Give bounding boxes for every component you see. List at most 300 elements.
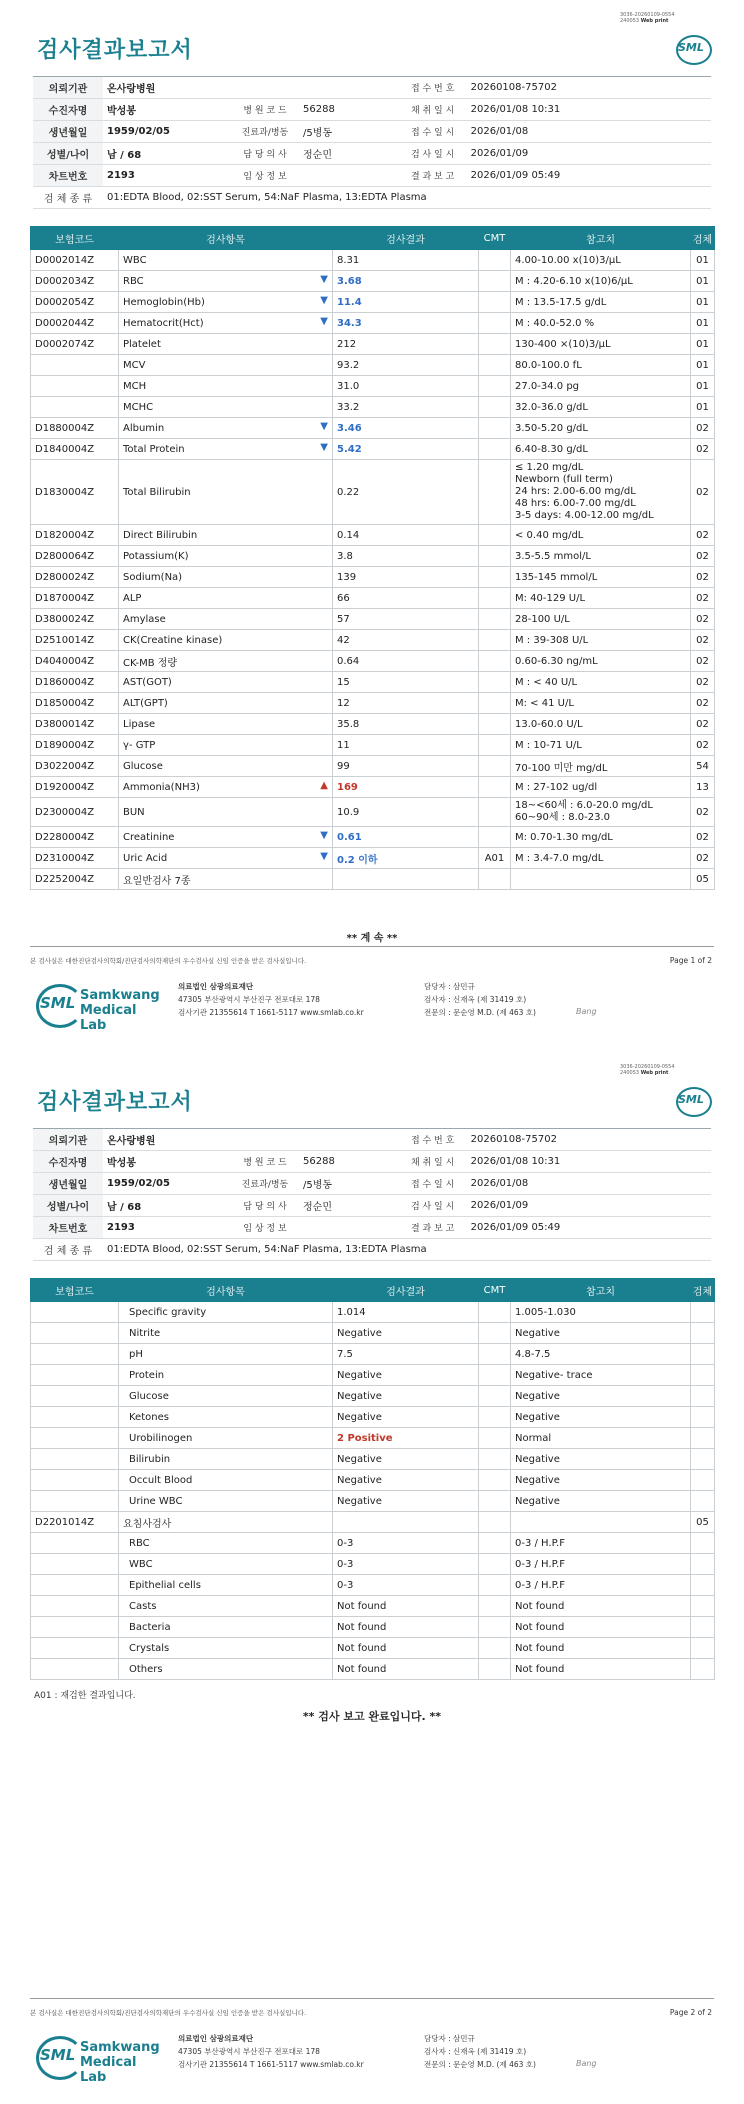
specimen-value: 01:EDTA Blood, 02:SST Serum, 54:NaF Plasma, 13:EDTA Plasma [103,187,711,209]
row-ref: M: 40-129 U/L [511,588,691,609]
row-code: D2280004Z [31,827,119,848]
row-result-cell [333,714,479,735]
row-item: Direct Bilirubin [119,525,333,546]
row-cmt [479,1344,511,1365]
row-result: Not found [337,1663,387,1675]
row-result: 0-3 [337,1537,354,1549]
row-cmt [479,693,511,714]
row-result-cell [333,1659,479,1680]
col-result: 검사결과 [333,227,479,250]
row-item: MCHC [119,397,333,418]
col-result: 검사결과 [333,1279,479,1302]
row-cmt [479,1302,511,1323]
row-item: Casts [119,1596,333,1617]
row-ref: 6.40-8.30 g/dL [511,439,691,460]
samkwang-logo-name2: Medical Lab [80,1003,137,1033]
row-spec [691,1491,715,1512]
staff-specialist: 전문의 : 문순영 M.D. (제 463 호) [424,2060,536,2069]
patient-value: 박성봉 [107,106,136,117]
table-row [31,609,715,630]
requester-value: 온사랑병원 [107,1136,156,1147]
row-result: 3.68 [337,275,362,287]
row-ref: 4.00-10.00 x(10)3/μL [511,250,691,271]
row-result-cell [333,1344,479,1365]
row-result: 93.2 [337,359,360,371]
results-table-page1 [30,226,715,890]
receipt-no-label: 접 수 번 호 [399,77,467,99]
row-result: 0.61 [337,831,362,843]
row-result: Negative [337,1390,382,1402]
clinical-value [299,1217,399,1239]
row-item: Lipase [119,714,333,735]
row-result: 2 Positive [337,1432,393,1444]
table-row [31,714,715,735]
specimen-label: 검 체 종 류 [33,1239,103,1261]
birth-value: 1959/02/05 [107,126,170,137]
col-code: 보험코드 [31,1279,119,1302]
row-item: 요일반검사 7종 [119,869,333,890]
print-code-line2: 240053 [620,18,640,24]
row-spec: 02 [691,798,715,827]
row-spec: 02 [691,651,715,672]
col-spec: 검체 [691,227,715,250]
row-result-cell [333,460,479,525]
row-code: D0002074Z [31,334,119,355]
row-result: 0-3 [337,1579,354,1591]
row-result: 42 [337,634,350,646]
collect-date-label: 채 취 일 시 [399,1151,467,1173]
row-cmt [479,1470,511,1491]
table-row [31,672,715,693]
chart-label: 차트번호 [33,165,103,187]
row-spec [691,1533,715,1554]
signature: Bang [576,2059,597,2068]
row-spec [691,1386,715,1407]
lab-info [178,2032,364,2071]
row-item: 요침사검사 [119,1512,333,1533]
row-result: 1.014 [337,1306,366,1318]
row-spec: 02 [691,693,715,714]
row-spec [691,1470,715,1491]
row-code: D1850004Z [31,693,119,714]
row-code [31,1659,119,1680]
row-result: 11 [337,739,350,751]
lab-staff [424,2032,536,2071]
row-code [31,1407,119,1428]
row-code: D2800064Z [31,546,119,567]
row-result-cell [333,418,479,439]
table-row [31,1491,715,1512]
row-result-cell [333,1554,479,1575]
row-cmt [479,1512,511,1533]
row-code: D1870004Z [31,588,119,609]
row-ref: 3.5-5.5 mmol/L [511,546,691,567]
row-result: Negative [337,1453,382,1465]
clinical-value [299,165,399,187]
sexage-value: 남 / 68 [107,150,142,161]
table-row [31,376,715,397]
row-item: MCH [119,376,333,397]
table-row [31,250,715,271]
row-spec [691,1554,715,1575]
col-cmt: CMT [479,1279,511,1302]
test-date-label: 검 사 일 시 [399,1195,467,1217]
row-spec [691,1449,715,1470]
row-result-cell [333,609,479,630]
row-cmt [479,250,511,271]
report-date-value: 2026/01/09 05:49 [467,1217,711,1239]
row-item: CK-MB 정량 [119,651,333,672]
row-spec: 01 [691,397,715,418]
row-result-cell [333,1302,479,1323]
row-result-cell [333,777,479,798]
row-result-cell [333,271,479,292]
table-row [31,630,715,651]
row-code [31,1302,119,1323]
test-date-value: 2026/01/09 [467,143,711,165]
receipt-date-label: 접 수 일 시 [399,121,467,143]
row-cmt [479,609,511,630]
row-result-cell [333,334,479,355]
row-ref: 18~<60세 : 6.0-20.0 mg/dL 60~90세 : 8.0-23.0 [511,798,691,827]
footer-divider [30,946,714,947]
table-row [31,848,715,869]
requester-label: 의뢰기관 [33,77,103,99]
row-item: Ammonia(NH3) ▲ [119,777,333,798]
row-code: D2310004Z [31,848,119,869]
samkwang-logo-name2: Medical Lab [80,2055,137,2085]
row-result-cell [333,1428,479,1449]
row-result: 99 [337,760,350,772]
print-code-line2: 240053 [620,1070,640,1076]
row-result: Negative [337,1495,382,1507]
row-item: Albumin ▼ [119,418,333,439]
row-spec: 02 [691,525,715,546]
low-flag-icon: ▼ [320,316,328,327]
row-cmt [479,798,511,827]
row-result-cell [333,376,479,397]
table-row [31,1407,715,1428]
row-ref: 32.0-36.0 g/dL [511,397,691,418]
staff-tester: 검사자 : 신재옥 (제 31419 호) [424,995,527,1004]
row-spec [691,1344,715,1365]
row-spec [691,1659,715,1680]
collect-date-value: 2026/01/08 10:31 [467,1151,711,1173]
row-result: Negative [337,1474,382,1486]
row-result-cell [333,756,479,777]
row-code [31,1554,119,1575]
table-row [31,1659,715,1680]
row-spec: 54 [691,756,715,777]
row-spec: 02 [691,567,715,588]
row-result-cell [333,1407,479,1428]
row-ref: Negative [511,1491,691,1512]
row-item: Ketones [119,1407,333,1428]
table-row [31,651,715,672]
row-result-cell [333,848,479,869]
row-code [31,1470,119,1491]
row-code [31,1491,119,1512]
row-code [31,1323,119,1344]
row-cmt [479,271,511,292]
row-item: WBC [119,1554,333,1575]
row-spec: 02 [691,418,715,439]
hospital-code-label: 병 원 코 드 [231,1151,299,1173]
staff-tester: 검사자 : 신재옥 (제 31419 호) [424,2047,527,2056]
row-code: D2252004Z [31,869,119,890]
row-result-cell [333,1323,479,1344]
table-row [31,397,715,418]
row-cmt [479,1638,511,1659]
doctor-label: 담 당 의 사 [231,1195,299,1217]
table-row [31,1386,715,1407]
row-ref: Not found [511,1638,691,1659]
sexage-label: 성별/나이 [33,1195,103,1217]
row-item: γ- GTP [119,735,333,756]
signature: Bang [576,1007,597,1016]
row-result: 11.4 [337,296,362,308]
row-code: D1820004Z [31,525,119,546]
row-result: 35.8 [337,718,360,730]
row-code: D3022004Z [31,756,119,777]
row-code: D0002044Z [31,313,119,334]
row-result: 15 [337,676,350,688]
col-item: 검사항목 [119,1279,333,1302]
sexage-label: 성별/나이 [33,143,103,165]
row-ref: 70-100 미만 mg/dL [511,756,691,777]
lab-org: 의료법인 삼광의료재단 [178,2034,254,2043]
row-ref: 135-145 mmol/L [511,567,691,588]
row-ref [511,1512,691,1533]
row-ref: M : 39-308 U/L [511,630,691,651]
print-code-line1: 3036-20260109-0554 [620,1064,675,1070]
birth-label: 생년월일 [33,1173,103,1195]
test-date-label: 검 사 일 시 [399,143,467,165]
table-row [31,1596,715,1617]
row-cmt [479,1554,511,1575]
row-spec: 01 [691,376,715,397]
low-flag-icon: ▼ [320,442,328,453]
row-cmt [479,1575,511,1596]
row-item: Sodium(Na) [119,567,333,588]
row-cmt [479,714,511,735]
row-cmt [479,1365,511,1386]
table-row [31,827,715,848]
row-item: CK(Creatine kinase) [119,630,333,651]
row-ref: M : < 40 U/L [511,672,691,693]
row-item: Hematocrit(Hct) ▼ [119,313,333,334]
row-result-cell [333,1491,479,1512]
table-row [31,1554,715,1575]
row-result-cell [333,292,479,313]
row-result-cell [333,397,479,418]
receipt-date-label: 접 수 일 시 [399,1173,467,1195]
row-item: pH [119,1344,333,1365]
row-cmt [479,376,511,397]
row-spec: 01 [691,292,715,313]
row-cmt [479,630,511,651]
row-code: D1920004Z [31,777,119,798]
sml-logo [675,1084,711,1114]
row-code [31,1575,119,1596]
table-row [31,588,715,609]
row-result: 8.31 [337,254,360,266]
receipt-no-value: 20260108-75702 [467,77,711,99]
row-cmt [479,777,511,798]
row-code: D1840004Z [31,439,119,460]
lab-footer [36,976,716,1036]
row-cmt [479,672,511,693]
row-cmt [479,292,511,313]
row-code: D3800014Z [31,714,119,735]
row-ref: 0-3 / H.P.F [511,1533,691,1554]
table-row [31,334,715,355]
row-result-cell [333,250,479,271]
col-spec: 검체 [691,1279,715,1302]
row-ref: Negative [511,1449,691,1470]
col-cmt: CMT [479,227,511,250]
patient-info-table [33,76,711,209]
row-item: Amylase [119,609,333,630]
chart-value: 2193 [107,170,135,181]
row-ref: 80.0-100.0 fL [511,355,691,376]
row-spec: 05 [691,869,715,890]
row-spec: 02 [691,630,715,651]
row-cmt [479,1491,511,1512]
row-cmt [479,460,511,525]
table-row [31,756,715,777]
row-spec [691,1428,715,1449]
report-complete: ** 검사 보고 완료입니다. ** [302,1710,442,1723]
row-result: 10.9 [337,806,360,818]
row-spec: 01 [691,250,715,271]
lab-address: 47305 부산광역시 부산진구 전포대로 178 [178,2047,320,2056]
row-spec [691,1302,715,1323]
row-result: 0.64 [337,655,360,667]
requester-value: 온사랑병원 [107,84,156,95]
sml-logo [675,32,711,62]
birth-value: 1959/02/05 [107,1178,170,1189]
low-flag-icon: ▼ [320,274,328,285]
row-ref: Normal [511,1428,691,1449]
row-spec: 02 [691,546,715,567]
table-row [31,1344,715,1365]
table-row [31,735,715,756]
clinical-label: 임 상 정 보 [231,165,299,187]
row-spec: 02 [691,848,715,869]
row-result-cell [333,1638,479,1659]
row-result: 0.2 이하 [337,854,378,866]
row-spec: 02 [691,672,715,693]
web-print-label: Web print [640,18,669,24]
print-code-line1: 3036-20260109-0554 [620,12,675,18]
row-ref: Negative [511,1386,691,1407]
row-result: 12 [337,697,350,709]
table-row [31,292,715,313]
row-ref: M : 3.4-7.0 mg/dL [511,848,691,869]
report-page-2 [0,1052,744,2104]
table-row [31,1365,715,1386]
row-spec [691,1365,715,1386]
row-result-cell [333,313,479,334]
row-cmt [479,567,511,588]
row-item: RBC ▼ [119,271,333,292]
receipt-no-value: 20260108-75702 [467,1129,711,1151]
col-item: 검사항목 [119,227,333,250]
table-row [31,439,715,460]
row-ref: < 0.40 mg/dL [511,525,691,546]
row-ref: 0.60-6.30 ng/mL [511,651,691,672]
row-ref: 28-100 U/L [511,609,691,630]
row-code: D0002034Z [31,271,119,292]
row-cmt [479,1659,511,1680]
row-code [31,1596,119,1617]
row-result: 5.42 [337,443,362,455]
row-code [31,1449,119,1470]
dept-label: 진료과/병동 [231,1173,299,1195]
table-row [31,1512,715,1533]
table-row [31,418,715,439]
continued-label: ** 계 속 ** [346,933,398,944]
row-spec: 02 [691,827,715,848]
row-result-cell [333,1596,479,1617]
hospital-code-label: 병 원 코 드 [231,99,299,121]
table-row [31,460,715,525]
row-cmt [479,827,511,848]
row-code [31,1428,119,1449]
sml-logo-text: SML [678,41,704,54]
row-result: 31.0 [337,380,360,392]
table-row [31,546,715,567]
sml-logo-text: SML [678,1093,704,1106]
row-code [31,1533,119,1554]
row-ref: Negative [511,1470,691,1491]
row-spec: 01 [691,313,715,334]
page-number: Page 2 of 2 [669,2008,712,2017]
row-cmt [479,756,511,777]
row-cmt [479,1386,511,1407]
row-cmt [479,651,511,672]
row-ref: Negative [511,1407,691,1428]
hospital-code-value: 56288 [299,1151,399,1173]
samkwang-logo-mark: SML [40,994,76,1012]
row-spec: 01 [691,355,715,376]
row-cmt [479,1533,511,1554]
row-spec: 02 [691,460,715,525]
row-result-cell [333,735,479,756]
row-code [31,1344,119,1365]
row-result-cell [333,651,479,672]
row-item: Hemoglobin(Hb) ▼ [119,292,333,313]
report-date-label: 결 과 보 고 [399,165,467,187]
row-cmt [479,355,511,376]
row-result: Negative [337,1327,382,1339]
row-ref: Not found [511,1617,691,1638]
row-spec [691,1323,715,1344]
row-ref: M: 0.70-1.30 mg/dL [511,827,691,848]
collect-date-label: 채 취 일 시 [399,99,467,121]
samkwang-logo-mark: SML [40,2046,76,2064]
table-row [31,313,715,334]
row-cmt [479,1323,511,1344]
lab-contact: 검사기관 21355614 T 1661-5117 www.smlab.co.kr [178,2060,364,2069]
row-result: Not found [337,1600,387,1612]
row-result: 66 [337,592,350,604]
lab-footer [36,2028,716,2088]
dept-label: 진료과/병동 [231,121,299,143]
row-ref: Negative- trace [511,1365,691,1386]
row-ref: Not found [511,1596,691,1617]
